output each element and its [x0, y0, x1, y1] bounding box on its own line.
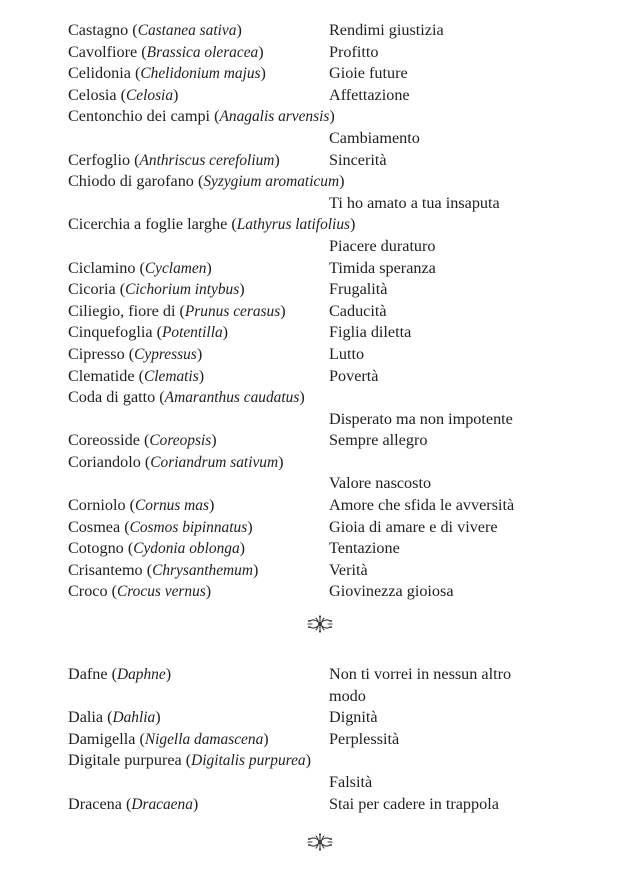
scientific-name: Cichorium intybus [125, 281, 240, 299]
plant-name: Coriandolo (Coriandrum sativum) [68, 452, 284, 471]
common-name: Coreosside [68, 431, 140, 450]
entry-row [68, 258, 588, 280]
entry-row [68, 322, 588, 344]
flower-meaning-continued: modo [329, 686, 366, 705]
scientific-name: Dracaena [131, 795, 193, 813]
scientific-name: Cyclamen [144, 259, 207, 277]
entry-row [68, 85, 588, 107]
plant-name: Cicoria (Cichorium intybus) [68, 280, 245, 299]
plant-name: Crisantemo (Chrysanthemum) [68, 560, 259, 579]
scientific-name: Anagalis arvensis [219, 108, 330, 126]
entry-row [68, 581, 588, 603]
plant-name: Ciclamino (Cyclamen) [68, 258, 212, 277]
plant-name: Castagno (Castanea sativa) [68, 21, 242, 39]
plant-name: Coda di gatto (Amaranthus caudatus) [68, 388, 305, 407]
common-name: Centonchio dei campi [68, 107, 211, 126]
flower-meaning: Stai per cadere in trappola [329, 794, 499, 813]
flower-meaning: Rendimi giustizia [329, 21, 444, 39]
entry-row-continuation [68, 409, 588, 431]
common-name: Coriandolo [68, 452, 141, 471]
flower-meaning: Tentazione [329, 539, 400, 558]
ornament-divider [0, 614, 640, 638]
scientific-name: Potentilla [161, 324, 223, 342]
scientific-name: Anthriscus cerefolium [139, 151, 275, 169]
scientific-name: Coriandrum sativum [150, 453, 279, 471]
flower-ornament-icon [306, 614, 334, 634]
entry-row [68, 387, 588, 409]
scientific-name: Amaranthus caudatus [164, 389, 300, 407]
section-d [68, 664, 588, 815]
entry-row [68, 366, 588, 388]
common-name: Cicerchia a foglie larghe [68, 215, 228, 234]
entry-row [68, 214, 588, 236]
entry-row [68, 430, 588, 452]
entry-row-continuation [68, 193, 588, 215]
flower-meaning: Figlia diletta [329, 323, 412, 342]
flower-meaning: Cambiamento [329, 128, 420, 147]
plant-name: Chiodo di garofano (Syzygium aromaticum) [68, 172, 345, 191]
flower-meaning: Frugalità [329, 280, 388, 299]
plant-name: Celidonia (Chelidonium majus) [68, 64, 266, 83]
entry-row [68, 707, 588, 729]
scientific-name: Syzygium aromaticum [203, 173, 340, 191]
scientific-name: Brassica oleracea [146, 43, 259, 61]
flower-meaning: Timida speranza [329, 258, 436, 277]
plant-name: Dalia (Dahlia) [68, 708, 161, 727]
entry-row-continuation [68, 236, 588, 258]
flower-meaning: Sempre allegro [329, 431, 428, 450]
scientific-name: Lathyrus latifolius [236, 216, 351, 234]
entry-row [68, 538, 588, 560]
plant-name: Cavolfiore (Brassica oleracea) [68, 42, 264, 61]
common-name: Ciclamino [68, 258, 136, 277]
flower-meaning: Affettazione [329, 85, 410, 104]
common-name: Cotogno [68, 539, 124, 558]
plant-name: Coreosside (Coreopsis) [68, 431, 217, 450]
common-name: Celosia [68, 85, 117, 104]
common-name: Castagno [68, 21, 129, 39]
plant-name: Dafne (Daphne) [68, 665, 172, 683]
scientific-name: Celosia [126, 86, 174, 104]
plant-name: Centonchio dei campi (Anagalis arvensis) [68, 107, 335, 126]
entry-row [68, 560, 588, 582]
entry-row [68, 279, 588, 301]
flower-meaning: Verità [329, 560, 368, 579]
flower-meaning: Perplessità [329, 729, 400, 748]
plant-name: Dracena (Dracaena) [68, 794, 199, 813]
common-name: Cosmea [68, 517, 121, 536]
common-name: Cipresso [68, 344, 125, 363]
entry-row [68, 664, 588, 686]
scientific-name: Prunus cerasus [184, 302, 281, 320]
flower-ornament-icon [306, 832, 334, 852]
flower-meaning: Disperato ma non impotente [329, 409, 513, 428]
scientific-name: Crocus vernus [117, 583, 206, 601]
common-name: Dracena [68, 794, 122, 813]
common-name: Ciliegio, fiore di [68, 301, 176, 320]
plant-name: Cosmea (Cosmos bipinnatus) [68, 517, 253, 536]
entry-row [68, 794, 588, 816]
common-name: Crisantemo [68, 560, 143, 579]
flower-meaning: Povertà [329, 366, 379, 385]
flower-meaning: Profitto [329, 42, 379, 61]
common-name: Cavolfiore [68, 42, 138, 61]
entry-row-continuation [68, 473, 588, 495]
scientific-name: Clematis [143, 367, 199, 385]
entry-row [68, 20, 588, 42]
flower-meaning: Falsità [329, 772, 373, 791]
entry-row-continuation [68, 686, 588, 708]
scientific-name: Coreopsis [149, 432, 212, 450]
entry-row [68, 729, 588, 751]
entry-row [68, 517, 588, 539]
plant-name: Cinquefoglia (Potentilla) [68, 323, 229, 342]
entry-row-continuation [68, 772, 588, 794]
common-name: Dalia [68, 708, 104, 727]
ornament-divider [0, 832, 640, 856]
plant-name: Digitale purpurea (Digitalis purpurea) [68, 751, 311, 770]
common-name: Celidonia [68, 64, 131, 83]
plant-name: Corniolo (Cornus mas) [68, 496, 215, 515]
scientific-name: Daphne [116, 666, 166, 683]
scientific-name: Chelidonium majus [140, 65, 261, 83]
common-name: Cerfoglio [68, 150, 131, 169]
scientific-name: Chrysanthemum [152, 561, 253, 579]
entry-row [68, 301, 588, 323]
common-name: Damigella [68, 729, 136, 748]
flower-meaning: Caducità [329, 301, 387, 320]
entry-row [68, 495, 588, 517]
plant-name: Ciliegio, fiore di (Prunus cerasus) [68, 301, 286, 320]
entry-row [68, 171, 588, 193]
entry-row [68, 150, 588, 172]
entry-row [68, 63, 588, 85]
common-name: Cinquefoglia [68, 323, 153, 342]
entry-row [68, 42, 588, 64]
flower-meaning: Non ti vorrei in nessun altro [329, 665, 512, 683]
scientific-name: Castanea sativa [137, 22, 237, 39]
plant-name: Cicerchia a foglie larghe (Lathyrus latifolius) [68, 215, 356, 234]
scientific-name: Cosmos bipinnatus [129, 518, 248, 536]
flower-meaning: Valore nascosto [329, 474, 432, 493]
section-c [68, 20, 588, 603]
flower-meaning: Piacere duraturo [329, 236, 436, 255]
common-name: Chiodo di garofano [68, 172, 194, 191]
common-name: Clematide [68, 366, 135, 385]
scientific-name: Digitalis purpurea [191, 752, 306, 770]
plant-name: Croco (Crocus vernus) [68, 582, 212, 601]
plant-name: Clematide (Clematis) [68, 366, 205, 385]
entry-row [68, 106, 588, 128]
flower-meaning: Ti ho amato a tua insaputa [329, 193, 500, 212]
common-name: Coda di gatto [68, 388, 156, 407]
plant-name: Celosia (Celosia) [68, 85, 179, 104]
entry-row [68, 344, 588, 366]
flower-meaning: Dignità [329, 708, 378, 727]
scientific-name: Dahlia [112, 709, 156, 727]
flower-meaning: Giovinezza gioiosa [329, 582, 454, 601]
flower-meaning: Gioia di amare e di vivere [329, 517, 498, 536]
entry-row [68, 452, 588, 474]
plant-name: Cipresso (Cypressus) [68, 344, 203, 363]
common-name: Cicoria [68, 280, 116, 299]
flower-meaning: Lutto [329, 344, 365, 363]
plant-name: Cerfoglio (Anthriscus cerefolium) [68, 150, 280, 169]
flower-meaning: Amore che sfida le avversità [329, 496, 515, 515]
common-name: Digitale purpurea [68, 751, 182, 770]
common-name: Dafne [68, 665, 108, 683]
flower-meaning: Sincerità [329, 150, 387, 169]
entry-row-continuation [68, 128, 588, 150]
scientific-name: Cornus mas [135, 497, 209, 515]
scientific-name: Cypressus [134, 345, 197, 363]
plant-name: Damigella (Nigella damascena) [68, 729, 269, 748]
scientific-name: Cydonia oblonga [133, 540, 240, 558]
flower-meaning: Gioie future [329, 64, 408, 83]
plant-name: Cotogno (Cydonia oblonga) [68, 539, 246, 558]
scientific-name: Nigella damascena [144, 730, 264, 748]
common-name: Corniolo [68, 496, 126, 515]
entry-row [68, 750, 588, 772]
common-name: Croco [68, 582, 108, 601]
